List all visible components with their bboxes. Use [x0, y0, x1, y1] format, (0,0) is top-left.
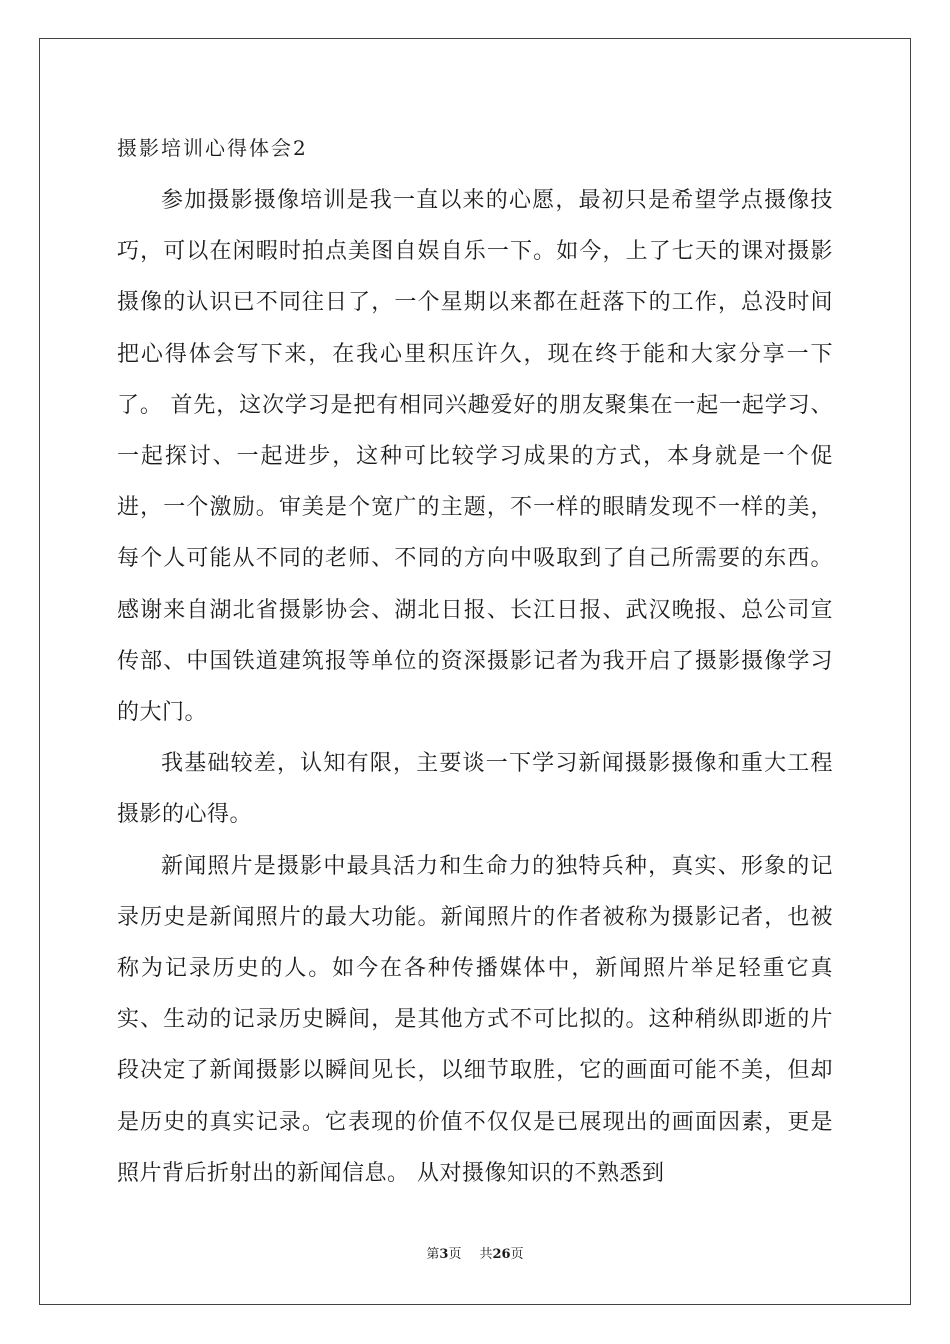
- total-page-count: 26: [492, 1247, 511, 1262]
- current-page-number: 3: [439, 1247, 449, 1262]
- total-prefix: 共: [479, 1247, 493, 1262]
- paragraph-3: 新闻照片是摄影中最具活力和生命力的独特兵种，真实、形象的记录历史是新闻照片的最大功能。新闻照片的作者被称为摄影记者，也被称为记录历史的人。如今在各种传播媒体中，新闻照片举足轻重它真实、生动的记录历史瞬间，是其他方式不可比拟的。这种稍纵即逝的片段决定了新闻摄影以瞬间见长，以细节取胜，它的画面可能不美，但却是历史的真实记录。它表现的价值不仅仅是已展现出的画面因素，更是照片背后折射出的新闻信息。 从对摄像知识的不熟悉到: [117, 853, 833, 1186]
- document-title: 摄影培训心得体会2: [117, 136, 308, 160]
- page-footer: [0, 1246, 950, 1264]
- paragraph-1: 参加摄影摄像培训是我一直以来的心愿，最初只是希望学点摄像技巧，可以在闲暇时拍点美图自娱自乐一下。如今，上了七天的课对摄影摄像的认识已不同往日了，一个星期以来都在赶落下的工作，总没时间把心得体会写下来，在我心里积压许久，现在终于能和大家分享一下了。 首先，这次学习是把有相同兴趣爱好的朋友聚集在一起一起学习、一起探讨、一起进步，这种可比较学习成果的方式，本身就是一个促进，一个激励。审美是个宽广的主题，不一样的眼睛发现不一样的美，每个人可能从不同的老师、不同的方向中吸取到了自己所需要的东西。感谢来自湖北省摄影协会、湖北日报、长江日报、武汉晚报、总公司宣传部、中国铁道建筑报等单位的资深摄影记者为我开启了摄影摄像学习的大门。: [117, 188, 833, 726]
- page-prefix: 第: [426, 1247, 440, 1262]
- paragraph-2: 我基础较差，认知有限，主要谈一下学习新闻摄影摄像和重大工程摄影的心得。: [117, 751, 833, 828]
- total-unit: 页: [510, 1247, 524, 1262]
- page-unit: 页: [448, 1247, 462, 1262]
- document-body: [117, 175, 833, 1199]
